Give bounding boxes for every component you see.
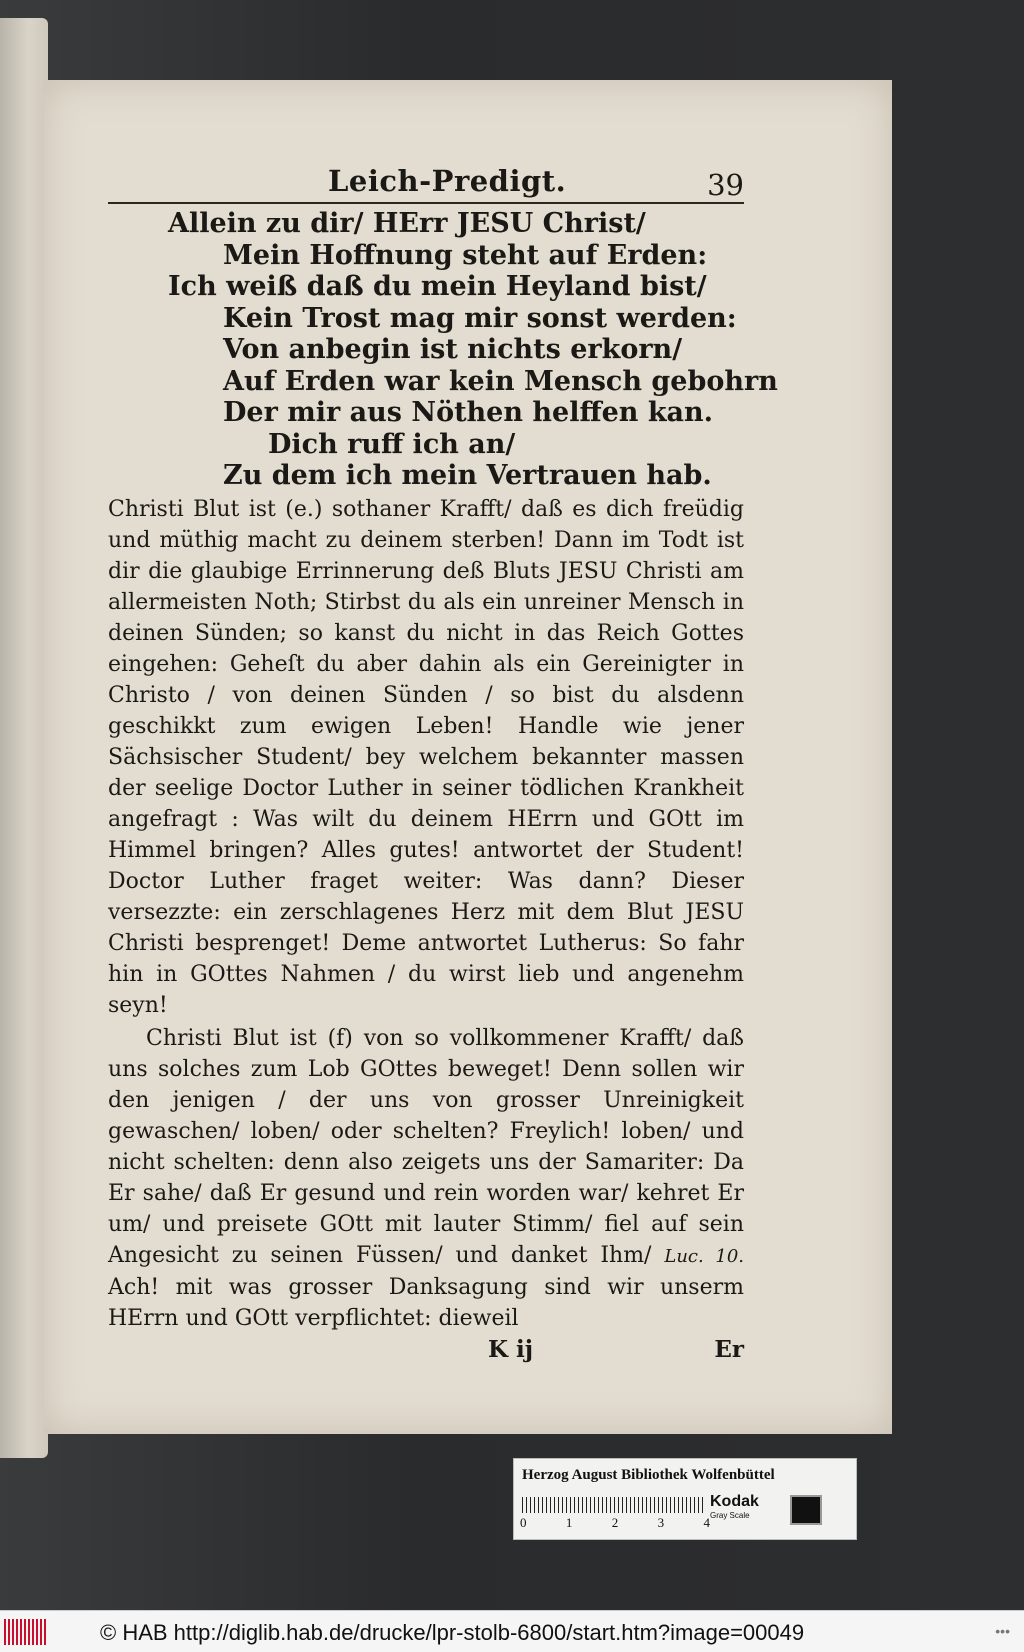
gray-scale-label: Gray Scale	[710, 1511, 750, 1520]
ruler-number: 2	[611, 1515, 619, 1530]
ruler-numbers	[520, 1515, 710, 1531]
ruler-number: 0	[520, 1515, 527, 1530]
kodak-label	[710, 1493, 759, 1520]
barcode-icon	[4, 1619, 48, 1645]
paragraph-2-part-b: Ach! mit was grosser Danksagung sind wir unserm HErrn und GOtt verpflichtet: dieweil	[108, 1274, 744, 1331]
ruler-scale	[522, 1497, 704, 1513]
ruler-number: 1	[565, 1515, 573, 1530]
verse-line: Mein Hoffnung steht auf Erden:	[223, 239, 708, 271]
page-footer-line	[108, 1334, 744, 1368]
gray-patch	[790, 1495, 822, 1525]
page-number: 39	[707, 168, 744, 202]
ruler-number: 3	[657, 1515, 665, 1530]
verse-line: Zu dem ich mein Vertrauen hab.	[223, 460, 712, 491]
paragraph-2	[108, 1023, 744, 1334]
verse-line: Allein zu dir/ HErr JESU Christ/	[168, 208, 646, 239]
hymn-verse	[108, 208, 778, 492]
page-text-block	[108, 162, 778, 1368]
sermon-text	[108, 494, 744, 1334]
color-calibration-card	[513, 1458, 857, 1540]
signature-mark: K ij	[488, 1335, 534, 1363]
kodak-brand: Kodak	[710, 1493, 759, 1510]
running-head: Leich-Predigt.	[328, 164, 567, 198]
verse-line: Auf Erden war kein Mensch gebohrn	[223, 365, 778, 397]
viewer-footer	[0, 1610, 1024, 1652]
verse-line: Kein Trost mag mir sonst werden:	[223, 302, 737, 334]
verse-line: Ich weiß daß du mein Heyland bist/	[168, 271, 707, 302]
source-link[interactable]: © HAB http://diglib.hab.de/drucke/lpr-stolb-6800/start.htm?image=00049	[100, 1620, 805, 1645]
page-header	[108, 162, 744, 204]
paragraph-2-part-a: Christi Blut ist (f) von so vollkommener Krafft/ daß uns solches zum Lob GOttes beweget! Denn sollen wir den jenigen / der uns von grosser Unreinigkeit gewaschen/ loben/ oder schelten? Freylich! loben/ und nicht schelten: denn also zeigets uns der Samariter: Da Er sahe/ daß Er gesund und rein worden war/ kehret Er um/ und preisete GOtt mit lauter Stimm/ fiel auf sein Angesicht zu seinen Füssen/ und danket Ihm/	[108, 1025, 744, 1268]
verse-line: Der mir aus Nöthen helffen kan.	[223, 397, 714, 428]
book-page	[44, 80, 892, 1434]
ruler-number: 4	[703, 1515, 710, 1530]
verse-line: Von anbegin ist nichts erkorn/	[223, 334, 683, 365]
paragraph-1: Christi Blut ist (e.) sothaner Krafft/ daß es dich freüdig und müthig macht zu deinem sterben! Dann im Todt ist dir die glaubige Errinnerung deß Bluts JESU Christi am allermeisten Noth; Stirbst du als ein unreiner Mensch in deinen Sünden; so kanst du nicht in das Reich Gottes eingehen: Geheſt du aber dahin als ein Gereinigter in Christo / von deinen Sünden / so bist du alsdenn geschikkt zum ewigen Leben! Handle wie jener Sächsischer Student/ bey welchem bekannter massen der seelige Doctor Luther in seiner tödlichen Krankheit angefragt : Was wilt du deinem HErrn und GOtt im Himmel bringen? Alles gutes! antwortet der Student! Doctor Luther fraget weiter: Was dann? Dieser versezzte: ein zerschlagenes Herz mit dem Blut JESU Christi besprenget! Deme antwortet Lutherus: So fahr hin in GOttes Nahmen / du wirst lieb und angenehm seyn!	[108, 496, 744, 1018]
verse-line: Dich ruff ich an/	[268, 428, 516, 460]
scripture-reference: Luc. 10.	[664, 1245, 745, 1267]
catchword: Er	[714, 1335, 744, 1363]
library-name: Herzog August Bibliothek Wolfenbüttel	[522, 1467, 775, 1483]
more-icon[interactable]: •••	[995, 1623, 1010, 1639]
facing-page-edge	[0, 18, 48, 1458]
